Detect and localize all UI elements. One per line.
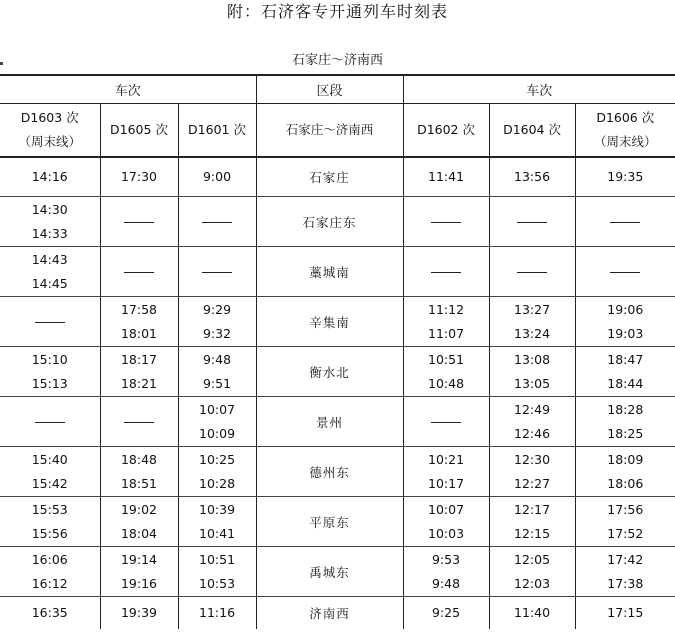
no-stop-dash — [517, 272, 547, 273]
no-stop-marker — [179, 260, 256, 284]
time-value: 10:53 — [199, 575, 236, 591]
time-value: 19:14 — [120, 551, 158, 567]
time-value: 18:28 — [607, 401, 644, 417]
time-cell — [489, 597, 575, 630]
no-stop-dash — [124, 272, 154, 273]
time-cell — [489, 547, 575, 597]
station-row — [0, 247, 675, 297]
time-cell — [575, 447, 675, 497]
time-value: 9:53 — [431, 551, 461, 567]
time-cell — [403, 597, 489, 630]
station-name: 平原东 — [256, 497, 403, 547]
header-row-trains — [0, 104, 675, 158]
no-stop-dash — [517, 222, 547, 223]
no-stop-dash — [610, 222, 640, 223]
station-row — [0, 397, 675, 447]
station-name: 济南西 — [256, 597, 403, 630]
time-value: 19:35 — [607, 169, 644, 184]
time-cell — [575, 397, 675, 447]
time-cell — [178, 547, 256, 597]
time-value: 10:51 — [428, 351, 465, 367]
time-cell — [403, 397, 489, 447]
no-stop-dash — [431, 272, 461, 273]
no-stop-marker — [404, 260, 489, 284]
station-row — [0, 497, 675, 547]
time-value: 17:42 — [607, 551, 644, 567]
time-value: 18:48 — [120, 451, 158, 467]
no-stop-marker — [490, 210, 575, 234]
time-cell — [575, 247, 675, 297]
time-value: 9:00 — [202, 169, 232, 184]
time-value: 14:33 — [31, 225, 68, 241]
time-value: 18:04 — [120, 525, 158, 541]
station-name: 景州 — [256, 397, 403, 447]
time-value: 14:45 — [31, 275, 68, 291]
time-value: 14:30 — [31, 201, 68, 217]
time-cell — [575, 497, 675, 547]
time-cell — [489, 447, 575, 497]
no-stop-marker — [576, 260, 675, 284]
time-cell — [0, 397, 100, 447]
time-value: 10:41 — [199, 525, 236, 541]
time-cell — [575, 297, 675, 347]
time-cell — [178, 347, 256, 397]
no-stop-marker — [576, 210, 675, 234]
time-cell — [403, 547, 489, 597]
time-cell — [489, 247, 575, 297]
time-cell — [178, 397, 256, 447]
section-header: 区段 — [256, 75, 403, 104]
no-stop-dash — [124, 422, 154, 423]
time-value: 19:39 — [120, 605, 158, 620]
time-value: 18:06 — [607, 475, 644, 491]
time-value: 9:48 — [431, 575, 461, 591]
time-cell — [489, 157, 575, 197]
time-value: 14:16 — [31, 169, 68, 184]
time-value: 10:28 — [199, 475, 236, 491]
time-cell — [403, 447, 489, 497]
time-cell — [0, 497, 100, 547]
time-cell — [100, 197, 178, 247]
time-cell — [100, 247, 178, 297]
station-name: 石家庄东 — [256, 197, 403, 247]
time-value: 11:12 — [428, 301, 465, 317]
station-row — [0, 547, 675, 597]
time-value: 11:07 — [428, 325, 465, 341]
time-value: 15:13 — [31, 375, 68, 391]
time-value: 13:05 — [514, 375, 551, 391]
time-value: 15:42 — [31, 475, 68, 491]
time-value: 10:39 — [199, 501, 236, 517]
station-name: 衡水北 — [256, 347, 403, 397]
time-cell — [178, 157, 256, 197]
time-cell — [0, 347, 100, 397]
station-name: 藁城南 — [256, 247, 403, 297]
header-row-group — [0, 75, 675, 104]
no-stop-dash — [431, 222, 461, 223]
time-value: 16:12 — [31, 575, 68, 591]
time-cell — [489, 347, 575, 397]
right-train-group-header: 车次 — [403, 75, 675, 104]
time-value: 18:47 — [607, 351, 644, 367]
time-value: 16:35 — [31, 605, 68, 620]
time-value: 13:08 — [514, 351, 551, 367]
time-value: 10:07 — [428, 501, 465, 517]
time-cell — [403, 197, 489, 247]
time-cell — [100, 297, 178, 347]
time-value: 12:15 — [514, 525, 551, 541]
time-cell — [178, 247, 256, 297]
time-cell — [489, 197, 575, 247]
time-cell — [0, 197, 100, 247]
time-value: 14:43 — [31, 251, 68, 267]
time-cell — [575, 597, 675, 630]
no-stop-marker — [0, 410, 100, 434]
timetable — [0, 74, 675, 629]
time-value: 19:06 — [607, 301, 644, 317]
left-train-group-header: 车次 — [0, 75, 256, 104]
time-value: 18:09 — [607, 451, 644, 467]
time-value: 10:25 — [199, 451, 236, 467]
time-value: 18:44 — [607, 375, 644, 391]
time-cell — [178, 597, 256, 630]
time-value: 10:07 — [199, 401, 236, 417]
train-header-d1603: D1603 次 （周末线） — [0, 104, 100, 158]
time-cell — [178, 447, 256, 497]
time-cell — [489, 497, 575, 547]
no-stop-marker — [404, 210, 489, 234]
time-value: 9:32 — [202, 325, 232, 341]
no-stop-dash — [431, 422, 461, 423]
station-row — [0, 197, 675, 247]
time-value: 18:21 — [120, 375, 158, 391]
time-value: 13:27 — [514, 301, 551, 317]
time-cell — [0, 247, 100, 297]
train-header-d1601: D1601 次 — [178, 104, 256, 158]
time-value: 15:40 — [31, 451, 68, 467]
no-stop-dash — [35, 422, 65, 423]
time-value: 11:41 — [428, 169, 465, 184]
time-cell — [403, 157, 489, 197]
time-value: 17:56 — [607, 501, 644, 517]
time-value: 15:56 — [31, 525, 68, 541]
time-value: 12:46 — [514, 425, 551, 441]
time-value: 12:27 — [514, 475, 551, 491]
time-value: 11:40 — [514, 605, 551, 620]
time-value: 10:21 — [428, 451, 465, 467]
time-value: 10:48 — [428, 375, 465, 391]
station-row — [0, 447, 675, 497]
section-title: 石家庄～济南西 — [291, 53, 383, 68]
time-cell — [575, 347, 675, 397]
time-value: 17:15 — [607, 605, 644, 620]
time-value: 17:30 — [120, 169, 158, 184]
time-cell — [403, 247, 489, 297]
train-header-d1606: D1606 次 （周末线） — [575, 104, 675, 158]
time-cell — [100, 547, 178, 597]
time-value: 9:25 — [431, 605, 461, 620]
time-cell — [403, 297, 489, 347]
time-cell — [0, 157, 100, 197]
time-value: 18:17 — [120, 351, 158, 367]
station-row — [0, 297, 675, 347]
time-value: 12:05 — [514, 551, 551, 567]
time-value: 19:02 — [120, 501, 158, 517]
time-cell — [489, 397, 575, 447]
time-cell — [0, 547, 100, 597]
time-cell — [489, 297, 575, 347]
time-value: 13:56 — [514, 169, 551, 184]
no-stop-dash — [202, 272, 232, 273]
time-value: 9:29 — [202, 301, 232, 317]
time-value: 10:51 — [199, 551, 236, 567]
no-stop-dash — [202, 222, 232, 223]
time-cell — [100, 397, 178, 447]
time-value: 19:16 — [120, 575, 158, 591]
time-value: 9:48 — [202, 351, 232, 367]
time-value: 12:30 — [514, 451, 551, 467]
no-stop-marker — [0, 310, 100, 334]
train-header-d1605: D1605 次 — [100, 104, 178, 158]
time-value: 17:52 — [607, 525, 644, 541]
time-cell — [100, 447, 178, 497]
no-stop-marker — [179, 210, 256, 234]
station-name: 禹城东 — [256, 547, 403, 597]
time-value: 10:09 — [199, 425, 236, 441]
time-value: 18:01 — [120, 325, 158, 341]
no-stop-marker — [490, 260, 575, 284]
time-cell — [178, 197, 256, 247]
time-value: 17:58 — [120, 301, 158, 317]
station-row — [0, 347, 675, 397]
station-name: 德州东 — [256, 447, 403, 497]
time-cell — [100, 157, 178, 197]
time-cell — [100, 597, 178, 630]
station-row — [0, 157, 675, 197]
time-cell — [403, 347, 489, 397]
time-cell — [100, 347, 178, 397]
time-cell — [575, 157, 675, 197]
time-value: 17:38 — [607, 575, 644, 591]
document-title: 附：石济客专开通列车时刻表 — [226, 2, 448, 21]
time-value: 19:03 — [607, 325, 644, 341]
time-value: 16:06 — [31, 551, 68, 567]
no-stop-marker — [101, 210, 178, 234]
time-value: 18:51 — [120, 475, 158, 491]
time-cell — [0, 447, 100, 497]
no-stop-dash — [35, 322, 65, 323]
time-value: 12:49 — [514, 401, 551, 417]
time-value: 15:10 — [31, 351, 68, 367]
time-cell — [178, 497, 256, 547]
no-stop-marker — [101, 260, 178, 284]
time-cell — [403, 497, 489, 547]
time-cell — [575, 197, 675, 247]
time-value: 15:53 — [31, 501, 68, 517]
time-value: 11:16 — [199, 605, 236, 620]
no-stop-marker — [101, 410, 178, 434]
time-value: 12:03 — [514, 575, 551, 591]
train-header-d1602: D1602 次 — [403, 104, 489, 158]
station-row — [0, 597, 675, 630]
train-header-d1604: D1604 次 — [489, 104, 575, 158]
time-cell — [0, 297, 100, 347]
time-cell — [575, 547, 675, 597]
time-cell — [0, 597, 100, 630]
time-value: 9:51 — [202, 375, 232, 391]
time-value: 13:24 — [514, 325, 551, 341]
time-value: 12:17 — [514, 501, 551, 517]
station-name: 石家庄 — [256, 157, 403, 197]
time-value: 18:25 — [607, 425, 644, 441]
no-stop-dash — [610, 272, 640, 273]
time-cell — [178, 297, 256, 347]
station-name: 辛集南 — [256, 297, 403, 347]
time-value: 10:17 — [428, 475, 465, 491]
time-cell — [100, 497, 178, 547]
no-stop-marker — [404, 410, 489, 434]
no-stop-dash — [124, 222, 154, 223]
time-value: 10:03 — [428, 525, 465, 541]
section-range-header: 石家庄～济南西 — [256, 104, 403, 158]
